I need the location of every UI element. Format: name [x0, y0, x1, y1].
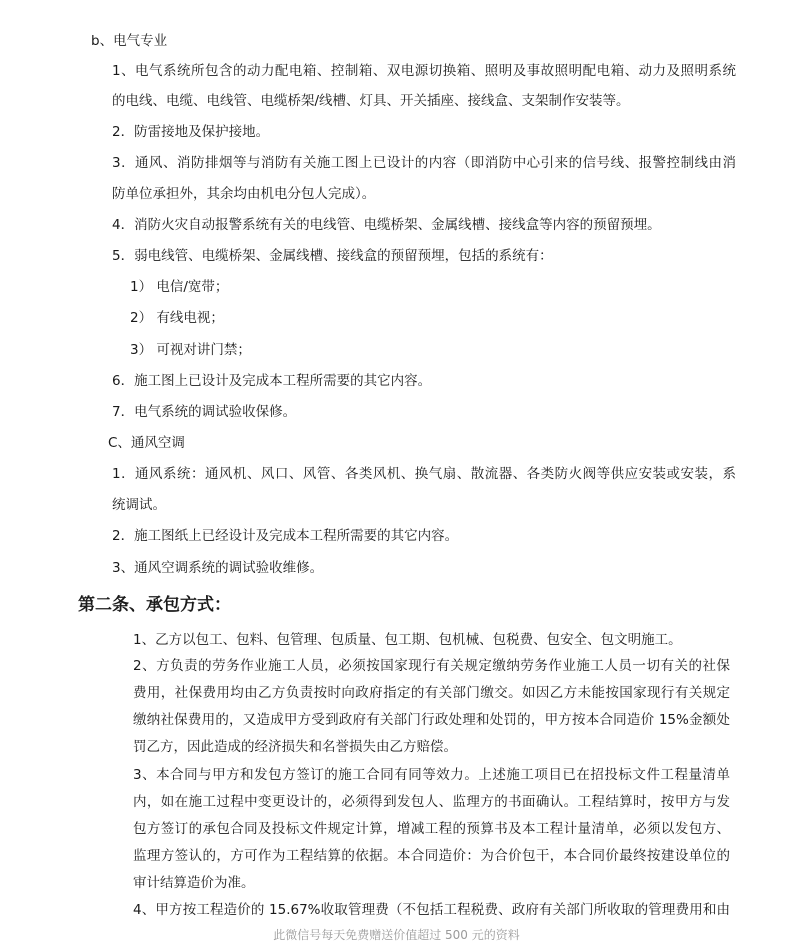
section-b-item-1a: 1、电气系统所包含的动力配电箱、控制箱、双电源切换箱、照明及事故照明配电箱、动力及照明系统 [112, 63, 736, 79]
article-2-para-3d: 监理方签认的，方可作为工程结算的依据。本合同造价：为合价包干，本合同价最终按建设单位的 [133, 848, 730, 864]
section-c-item-1a: 1．通风系统：通风机、风口、风管、各类风机、换气扇、散流器、各类防火阀等供应安装或安装，系 [112, 466, 736, 482]
section-c-heading: C、通风空调 [108, 435, 185, 451]
section-b-item-3b: 防单位承担外，其余均由机电分包人完成）。 [112, 186, 376, 202]
section-b-subitem-1: 1） 电信/宽带； [130, 279, 229, 295]
section-c-item-2: 2．施工图纸上已经设计及完成本工程所需要的其它内容。 [112, 528, 459, 544]
article-2-para-2c: 缴纳社保费用的，又造成甲方受到政府有关部门行政处理和处罚的，甲方按本合同造价 15%金额处 [133, 712, 730, 728]
footer-watermark-text: 此微信号每天免费赠送价值超过 500 元的资料 [273, 928, 520, 942]
section-c-item-1b: 统调试。 [112, 497, 166, 513]
article-2-para-3e: 审计结算造价为准。 [133, 875, 255, 891]
article-2-para-2a: 2、方负责的劳务作业施工人员，必须按国家现行有关规定缴纳劳务作业施工人员一切有关的社保 [133, 658, 730, 674]
article-2-para-3c: 包方签订的承包合同及投标文件规定计算，增减工程的预算书及本工程计量清单，必须以发包方、 [133, 821, 730, 837]
article-2-title: 第二条、承包方式： [78, 595, 231, 615]
article-2-para-4: 4、甲方按工程造价的 15.67%收取管理费（不包括工程税费、政府有关部门所收取的管理费用和由 [133, 902, 730, 918]
article-2-para-2b: 费用，社保费用均由乙方负责按时向政府指定的有关部门缴交。如因乙方未能按国家现行有关规定 [133, 685, 730, 701]
section-b-subitem-3: 3） 可视对讲门禁； [130, 342, 251, 358]
section-b-item-3a: 3．通风、消防排烟等与消防有关施工图上已设计的内容（即消防中心引来的信号线、报警控制线由消 [112, 155, 736, 171]
section-b-item-6: 6．施工图上已设计及完成本工程所需要的其它内容。 [112, 373, 432, 389]
section-b-item-4: 4．消防火灾自动报警系统有关的电线管、电缆桥架、金属线槽、接线盒等内容的预留预埋。 [112, 217, 661, 233]
section-c-item-3: 3、通风空调系统的调试验收维修。 [112, 560, 324, 576]
section-b-item-7: 7．电气系统的调试验收保修。 [112, 404, 297, 420]
section-b-subitem-2: 2） 有线电视； [130, 310, 224, 326]
article-2-para-2d: 罚乙方，因此造成的经济损失和名誉损失由乙方赔偿。 [133, 739, 457, 755]
section-b-heading: b、电气专业 [91, 33, 168, 49]
article-2-para-3b: 内，如在施工过程中变更设计的，必须得到发包人、监理方的书面确认。工程结算时，按甲方与发 [133, 794, 730, 810]
article-2-para-1: 1、乙方以包工、包料、包管理、包质量、包工期、包机械、包税费、包安全、包文明施工。 [133, 632, 682, 648]
section-b-item-5: 5．弱电线管、电缆桥架、金属线槽、接线盒的预留预埋，包括的系统有： [112, 248, 553, 264]
section-b-item-1b: 的电线、电缆、电线管、电缆桥架/线槽、灯具、开关插座、接线盒、支架制作安装等。 [112, 93, 630, 109]
article-2-para-3a: 3、本合同与甲方和发包方签订的施工合同有同等效力。上述施工项目已在招投标文件工程量清单 [133, 767, 730, 783]
section-b-item-2: 2．防雷接地及保护接地。 [112, 124, 270, 140]
